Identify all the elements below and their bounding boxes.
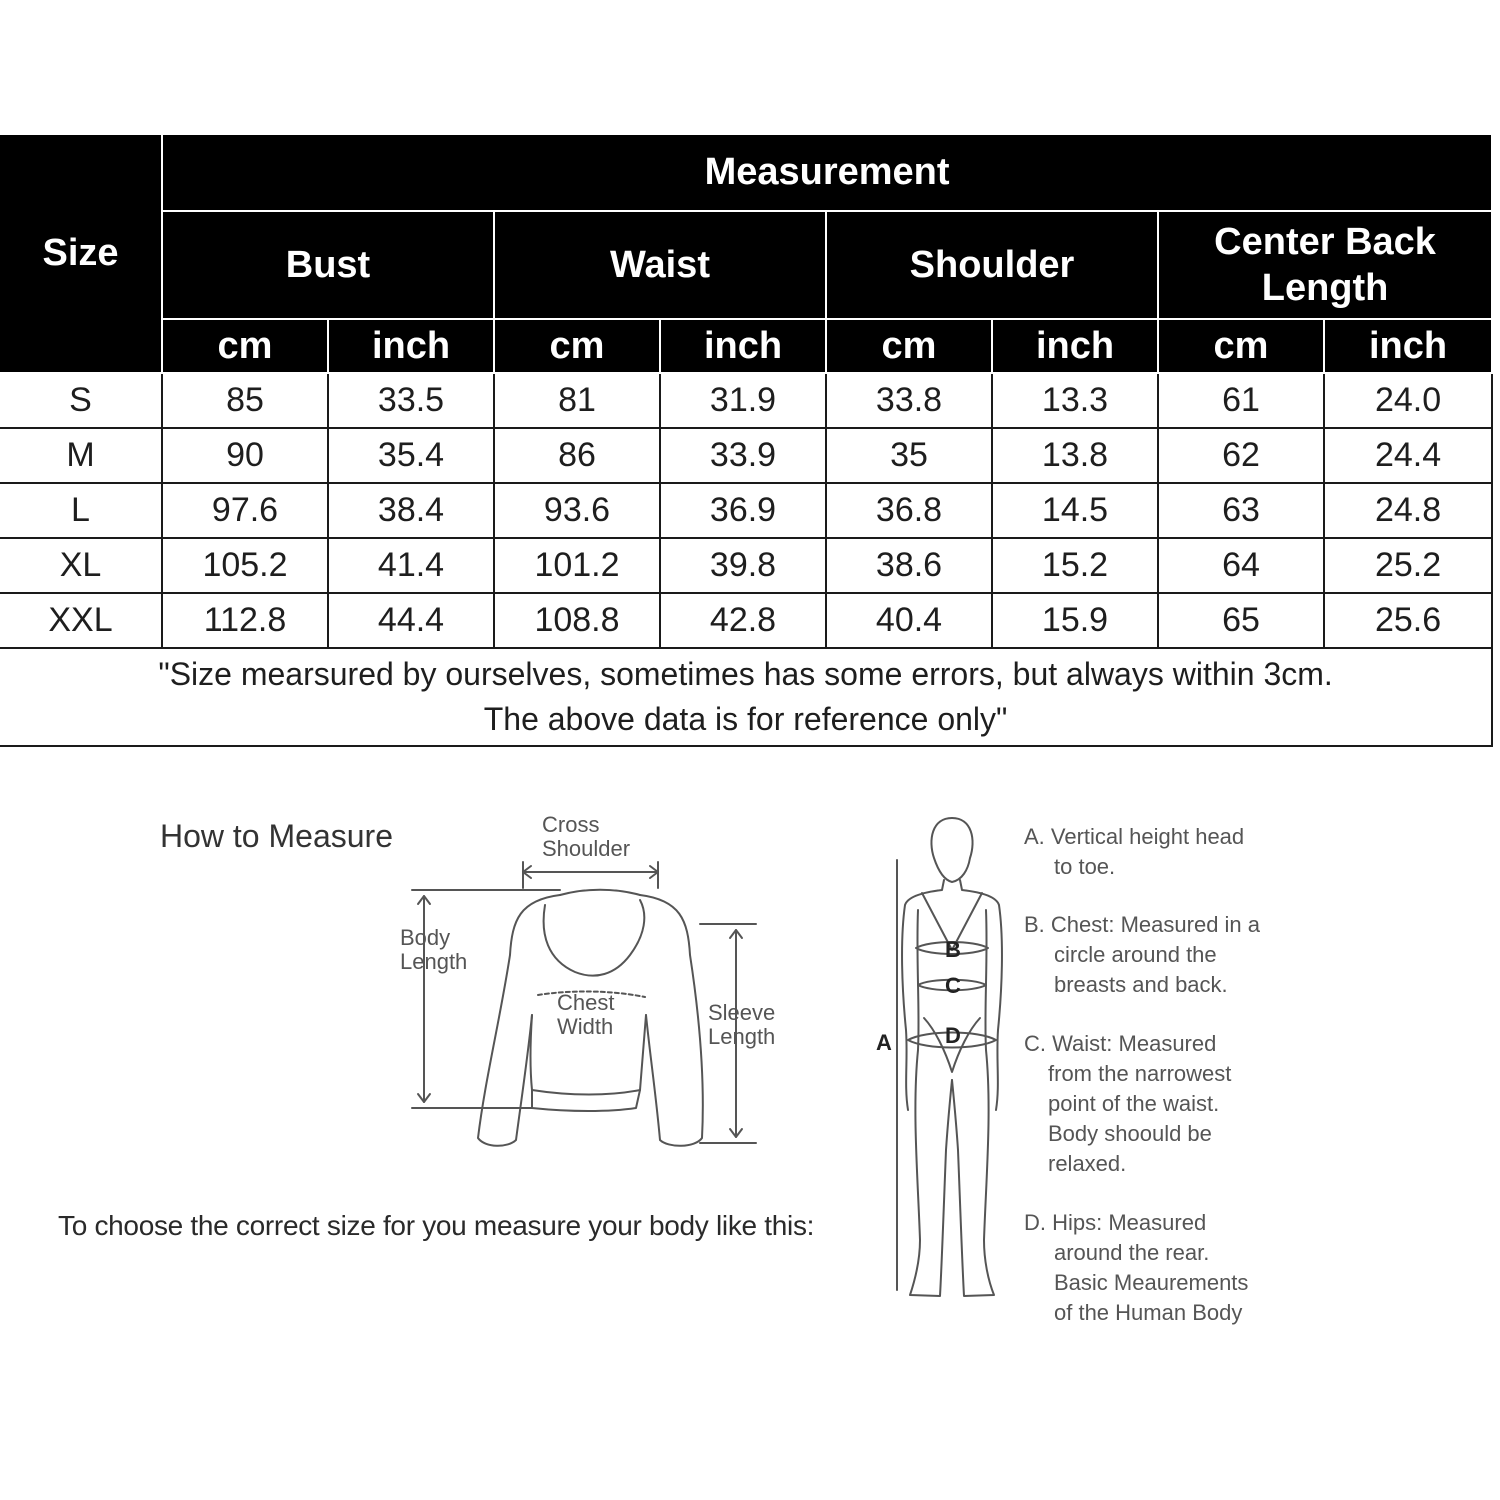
- legend-line: point of the waist.: [1048, 1091, 1220, 1116]
- group-header-line: Center Back: [1214, 221, 1436, 263]
- value-cell: 38.6: [826, 538, 992, 593]
- value-cell: 90: [162, 428, 328, 483]
- value-cell: 108.8: [494, 593, 660, 648]
- legend-line: to toe.: [1054, 854, 1116, 879]
- value-cell: 81: [494, 373, 660, 428]
- letter-b-label: B: [945, 937, 961, 962]
- measurement-header: Measurement: [162, 135, 1492, 211]
- legend-a: [1024, 822, 1244, 882]
- value-cell: 85: [162, 373, 328, 428]
- legend-d: [1024, 1208, 1248, 1328]
- value-cell: 35.4: [328, 428, 494, 483]
- size-cell: S: [0, 373, 162, 428]
- cross-shoulder-label: [542, 813, 630, 861]
- label-line: Length: [400, 949, 468, 974]
- value-cell: 42.8: [660, 593, 826, 648]
- sleeve-length-label: [708, 1001, 775, 1049]
- legend-line: A. Vertical height head: [1024, 824, 1245, 849]
- value-cell: 86: [494, 428, 660, 483]
- value-cell: 25.2: [1324, 538, 1492, 593]
- value-cell: 36.8: [826, 483, 992, 538]
- legend-line: C. Waist: Measured: [1024, 1031, 1217, 1056]
- value-cell: 64: [1158, 538, 1324, 593]
- size-cell: L: [0, 483, 162, 538]
- value-cell: 31.9: [660, 373, 826, 428]
- value-cell: 25.6: [1324, 593, 1492, 648]
- legend-c: [1024, 1029, 1231, 1179]
- value-cell: 38.4: [328, 483, 494, 538]
- value-cell: 40.4: [826, 593, 992, 648]
- unit-header: cm: [494, 319, 660, 373]
- value-cell: 33.9: [660, 428, 826, 483]
- legend-line: Basic Meaurements: [1054, 1270, 1249, 1295]
- value-cell: 36.9: [660, 483, 826, 538]
- chest-width-label: [557, 991, 614, 1039]
- label-line: Shoulder: [542, 836, 631, 861]
- legend-line: Body shoould be: [1048, 1121, 1212, 1146]
- unit-header: inch: [1324, 319, 1492, 373]
- value-cell: 112.8: [162, 593, 328, 648]
- legend-line: from the narrowest: [1048, 1061, 1232, 1086]
- choose-size-instruction: To choose the correct size for you measure your body like this:: [58, 1210, 815, 1241]
- size-header: Size: [0, 135, 162, 373]
- legend-line: breasts and back.: [1054, 972, 1228, 997]
- size-cell: M: [0, 428, 162, 483]
- label-line: Sleeve: [708, 1000, 776, 1025]
- cross-shoulder-arrow-icon: [523, 862, 658, 888]
- body-length-arrow-icon: [412, 890, 560, 1108]
- value-cell: 24.0: [1324, 373, 1492, 428]
- legend-line: B. Chest: Measured in a: [1024, 912, 1261, 937]
- group-header-line: Waist: [610, 244, 710, 286]
- legend-line: circle around the: [1054, 942, 1217, 967]
- legend-line: around the rear.: [1054, 1240, 1210, 1265]
- label-line: Length: [708, 1024, 776, 1049]
- letter-a-label: A: [876, 1030, 892, 1055]
- group-header-line: Shoulder: [909, 244, 1075, 286]
- value-cell: 33.5: [328, 373, 494, 428]
- value-cell: 65: [1158, 593, 1324, 648]
- label-line: Chest: [557, 990, 615, 1015]
- value-cell: 14.5: [992, 483, 1158, 538]
- value-cell: 39.8: [660, 538, 826, 593]
- size-cell: XXL: [0, 593, 162, 648]
- value-cell: 13.3: [992, 373, 1158, 428]
- value-cell: 15.9: [992, 593, 1158, 648]
- label-line: Body: [400, 925, 451, 950]
- group-header-line: Bust: [285, 244, 371, 286]
- value-cell: 13.8: [992, 428, 1158, 483]
- letter-d-label: D: [945, 1023, 961, 1048]
- how-to-measure-title: How to Measure: [160, 818, 393, 854]
- value-cell: 33.8: [826, 373, 992, 428]
- unit-header: inch: [328, 319, 494, 373]
- value-cell: 41.4: [328, 538, 494, 593]
- value-cell: 63: [1158, 483, 1324, 538]
- label-line: Width: [557, 1014, 614, 1039]
- value-cell: 105.2: [162, 538, 328, 593]
- value-cell: 24.8: [1324, 483, 1492, 538]
- body-length-label: [400, 926, 467, 974]
- value-cell: 61: [1158, 373, 1324, 428]
- legend-line: D. Hips: Measured: [1024, 1210, 1207, 1235]
- label-line: Cross: [542, 812, 600, 837]
- size-cell: XL: [0, 538, 162, 593]
- unit-header: inch: [660, 319, 826, 373]
- human-body-outline-icon: [902, 818, 1002, 1296]
- group-header-line: Length: [1261, 267, 1389, 309]
- note-line: "Size mearsured by ourselves, sometimes has some errors, but always within 3cm.: [158, 656, 1333, 692]
- value-cell: 24.4: [1324, 428, 1492, 483]
- value-cell: 62: [1158, 428, 1324, 483]
- value-cell: 15.2: [992, 538, 1158, 593]
- legend-line: relaxed.: [1048, 1151, 1127, 1176]
- unit-header: cm: [826, 319, 992, 373]
- value-cell: 35: [826, 428, 992, 483]
- legend-b: [1024, 910, 1260, 1000]
- note-line: The above data is for reference only": [483, 701, 1008, 737]
- value-cell: 97.6: [162, 483, 328, 538]
- legend-line: of the Human Body: [1054, 1300, 1243, 1325]
- value-cell: 93.6: [494, 483, 660, 538]
- letter-c-label: C: [945, 973, 961, 998]
- value-cell: 101.2: [494, 538, 660, 593]
- unit-header: inch: [992, 319, 1158, 373]
- unit-header: cm: [1158, 319, 1324, 373]
- value-cell: 44.4: [328, 593, 494, 648]
- unit-header: cm: [162, 319, 328, 373]
